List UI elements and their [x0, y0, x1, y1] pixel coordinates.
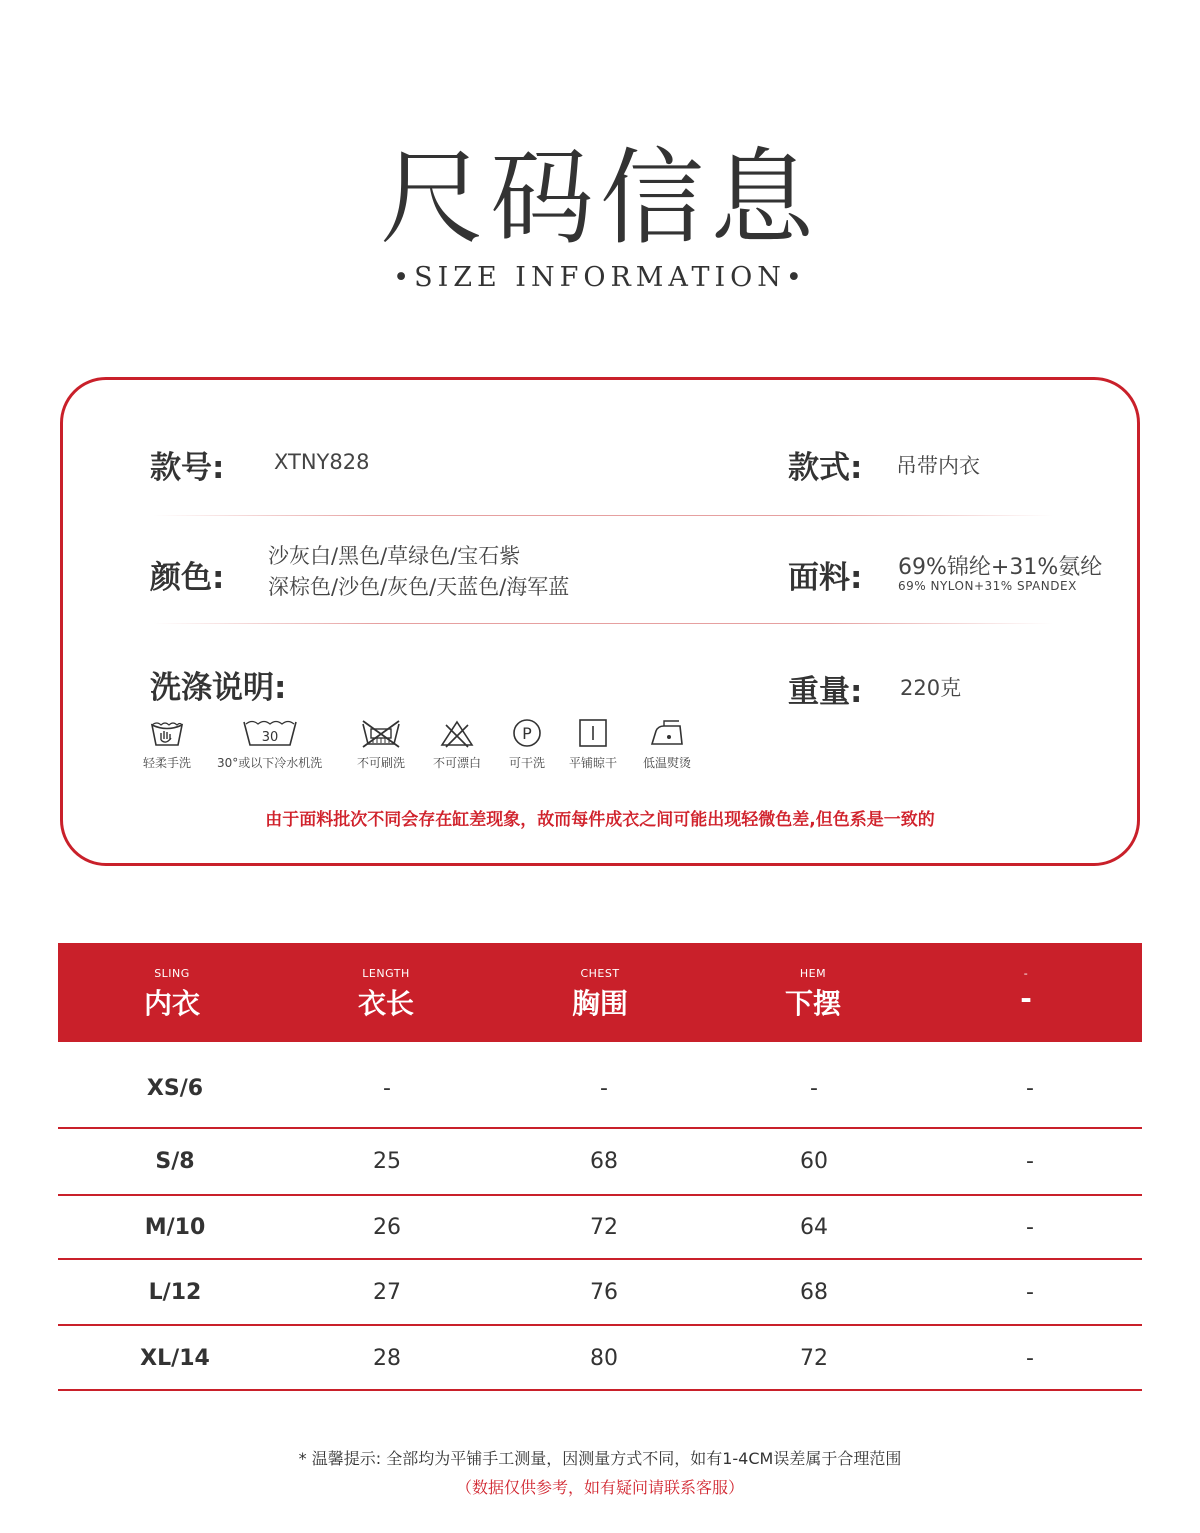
- header-chest: CHEST 胸围: [571, 967, 628, 1020]
- header-sling: SLING 内衣: [143, 967, 200, 1020]
- care-dry-flat: [569, 718, 617, 771]
- color-line-2: 深棕色/沙色/灰色/天蓝色/海军蓝: [268, 575, 570, 599]
- table-row: [58, 1042, 1142, 1129]
- table-row: [58, 1326, 1142, 1391]
- weight-value: 220克: [900, 676, 962, 700]
- fabric-sub: 69% NYLON+31% SPANDEX: [898, 579, 1077, 593]
- cell-size: L/12: [148, 1280, 202, 1305]
- cell-hem: 72: [800, 1346, 828, 1371]
- cell-length: 27: [373, 1280, 401, 1305]
- care-label: 不可刷洗: [357, 756, 406, 770]
- cell-hem: 68: [800, 1280, 828, 1305]
- cell-size: XL/14: [140, 1346, 210, 1371]
- weight-label: 重量:: [788, 674, 863, 710]
- size-table-header: [58, 943, 1142, 1042]
- product-info-card: [60, 377, 1140, 866]
- care-label: 不可漂白: [433, 756, 482, 770]
- svg-text:30: 30: [261, 730, 278, 745]
- iron-low-icon: [649, 718, 685, 748]
- measurement-tip: * 温馨提示: 全部均为平铺手工测量，因测量方式不同，如有1-4CM误差属于合理范围: [298, 1449, 902, 1468]
- cell-chest: 76: [590, 1280, 618, 1305]
- no-brush-icon: [359, 718, 403, 748]
- cell-chest: 80: [590, 1346, 618, 1371]
- color-values: [268, 541, 569, 603]
- cell-length: 28: [373, 1346, 401, 1371]
- care-label: 平铺晾干: [569, 756, 618, 770]
- cell-chest: -: [600, 1076, 608, 1101]
- cell-hem: -: [810, 1076, 818, 1101]
- cell-extra: -: [1026, 1076, 1034, 1101]
- machine-wash-30-icon: [242, 718, 298, 748]
- hand-wash-icon: [149, 718, 185, 748]
- cell-chest: 68: [590, 1149, 618, 1174]
- style-value: 吊带内衣: [896, 454, 980, 478]
- dry-clean-p-icon: [511, 718, 543, 748]
- cell-hem: 64: [800, 1215, 828, 1240]
- no-bleach-icon: [439, 718, 475, 748]
- cell-length: 25: [373, 1149, 401, 1174]
- care-hand-wash: [143, 718, 191, 771]
- page-title: 尺码信息: [379, 137, 820, 259]
- cell-size: S/8: [155, 1149, 195, 1174]
- fabric-value: 69%锦纶+31%氨纶: [898, 555, 1103, 580]
- care-machine-wash: [217, 718, 322, 771]
- color-difference-notice: 由于面料批次不同会存在缸差现象，故而每件成衣之间可能出现轻微色差,但色系是一致的: [265, 810, 935, 830]
- header-hem: HEM 下摆: [784, 967, 841, 1020]
- style-label: 款式:: [788, 450, 863, 486]
- cell-extra: -: [1026, 1280, 1034, 1305]
- divider: [153, 515, 1053, 516]
- page-subtitle: •SIZE INFORMATION•: [393, 262, 807, 293]
- model-label: 款号:: [150, 450, 225, 486]
- wash-label: 洗涤说明:: [150, 670, 287, 706]
- reference-note: （数据仅供参考，如有疑问请联系客服）: [455, 1478, 744, 1497]
- care-no-brush: [357, 718, 405, 771]
- color-line-1: 沙灰白/黑色/草绿色/宝石紫: [268, 544, 521, 568]
- header-length: LENGTH 衣长: [357, 967, 414, 1020]
- cell-extra: -: [1026, 1346, 1034, 1371]
- row-divider: [58, 1389, 1142, 1391]
- cell-size: M/10: [144, 1215, 206, 1240]
- care-label: 可干洗: [509, 756, 546, 770]
- model-value: XTNY828: [274, 450, 370, 474]
- svg-text:P: P: [522, 724, 532, 743]
- color-label: 颜色:: [150, 560, 225, 596]
- dry-flat-icon: [577, 718, 609, 748]
- care-label: 轻柔手洗: [143, 756, 192, 770]
- cell-extra: -: [1026, 1215, 1034, 1240]
- header-extra: - -: [1020, 967, 1032, 1015]
- cell-length: -: [383, 1076, 391, 1101]
- fabric-label: 面料:: [788, 560, 863, 596]
- care-no-bleach: [433, 718, 481, 771]
- care-iron-low: [643, 718, 691, 771]
- table-row: [58, 1196, 1142, 1260]
- cell-size: XS/6: [146, 1076, 204, 1101]
- cell-chest: 72: [590, 1215, 618, 1240]
- care-dry-clean: [509, 718, 545, 771]
- cell-length: 26: [373, 1215, 401, 1240]
- care-label: 30°或以下冷水机洗: [217, 756, 323, 770]
- divider: [153, 623, 1053, 624]
- cell-extra: -: [1026, 1149, 1034, 1174]
- table-row: [58, 1260, 1142, 1326]
- table-row: [58, 1129, 1142, 1196]
- care-label: 低温熨烫: [643, 756, 692, 770]
- cell-hem: 60: [800, 1149, 828, 1174]
